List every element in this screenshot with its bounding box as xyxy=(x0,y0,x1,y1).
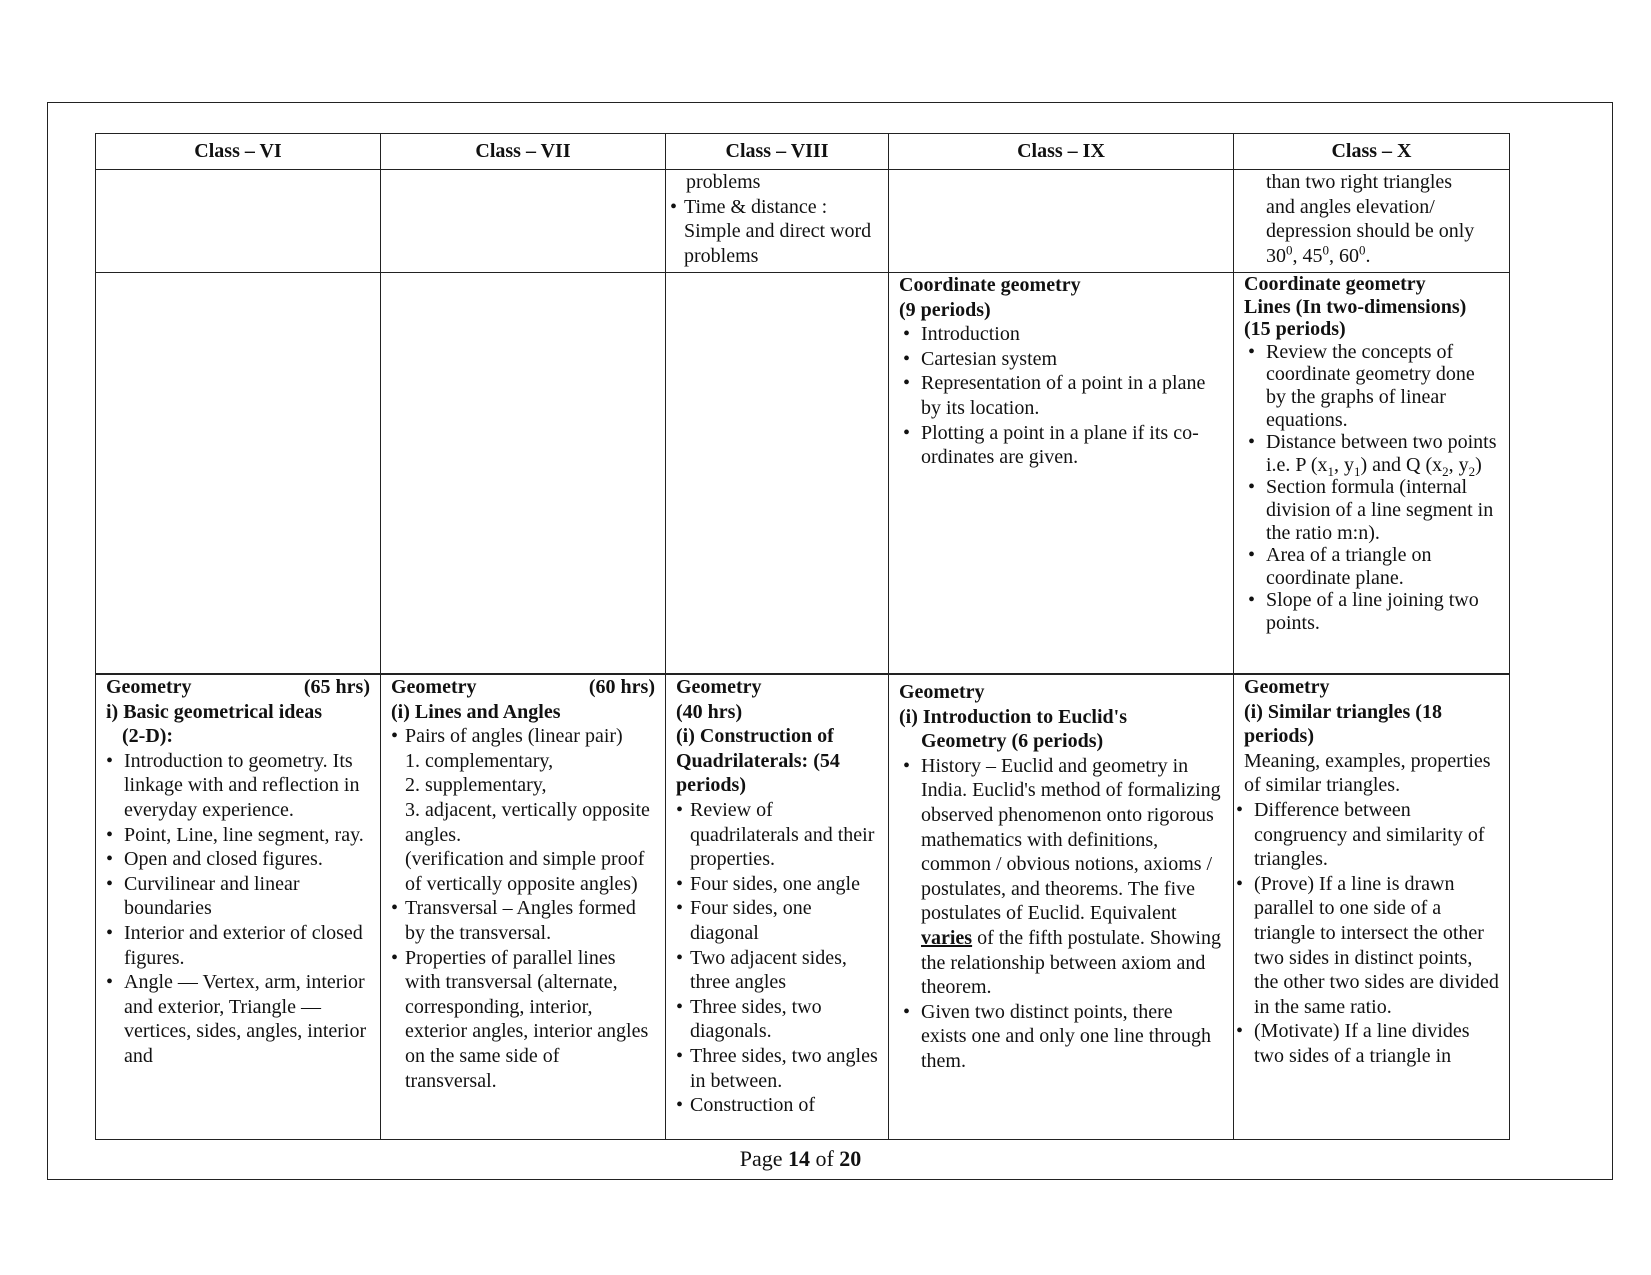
list-item: • Slope of a line joining two points. xyxy=(1244,589,1499,634)
list-item: 1. complementary, xyxy=(405,749,554,772)
item-text: of the fifth postulate. Showing the relationship between axiom and theorem. xyxy=(921,926,1221,999)
bullet-list xyxy=(676,798,878,1118)
list-item: 3. adjacent, vertically opposite angles. xyxy=(405,798,650,846)
list-item: • Point, Line, line segment, ray. xyxy=(106,823,370,848)
section-header xyxy=(391,675,655,700)
angles-line: $30^0$, $45^0$, $60^0$. xyxy=(1266,242,1371,267)
section-subtitle: Lines (In two-dimensions) xyxy=(1244,295,1467,318)
list-item: • Cartesian system xyxy=(899,347,1223,372)
section-subtitle: Geometry (6 periods) xyxy=(921,730,1104,753)
list-item: • Section formula (internal division of a line segment in the ratio m:n). xyxy=(1244,476,1499,544)
bullet-list xyxy=(899,322,1223,470)
section-subtitle: (i) Similar triangles (18 periods) xyxy=(1244,700,1442,748)
table-row xyxy=(96,674,1510,1140)
section-subtitle: (i) Introduction to Euclid's xyxy=(899,705,1127,728)
page-total: 20 xyxy=(839,1146,862,1171)
section-subtitle: (i) Lines and Angles xyxy=(391,700,561,723)
bullet-list xyxy=(391,724,655,749)
cell-text: and angles elevation/ xyxy=(1266,195,1435,218)
list-item: • (Prove) If a line is drawn parallel to one side of a triangle to intersect the other two sides in distinct points, the other two sides are divided in the same ratio. xyxy=(1236,872,1499,1020)
bullet-list xyxy=(391,896,655,1093)
section-subtitle: (2-D): xyxy=(122,725,174,748)
table-row xyxy=(96,170,1510,273)
footer-label: Page xyxy=(739,1146,783,1171)
cell-vi-2 xyxy=(96,273,381,675)
cell-viii-2 xyxy=(666,273,889,675)
list-item: • Area of a triangle on coordinate plane. xyxy=(1244,544,1499,589)
cell-vi-3 xyxy=(96,674,381,1140)
underlined-word: varies xyxy=(921,926,973,949)
section-title: Coordinate geometry xyxy=(899,274,1081,296)
list-item: • Time & distance : Simple and direct word problems xyxy=(670,195,878,269)
list-item: 2. supplementary, xyxy=(405,774,547,797)
list-item: • Representation of a point in a plane by its location. xyxy=(899,371,1223,420)
list-item: • (Motivate) If a line divides two sides of a triangle in xyxy=(1236,1019,1499,1068)
cell-vii-2 xyxy=(381,273,666,675)
page-footer xyxy=(0,1146,1601,1172)
table-header-row xyxy=(96,134,1510,170)
list-item: • Three sides, two angles in between. xyxy=(676,1044,878,1093)
cell-x-1 xyxy=(1234,170,1510,273)
column-header-class-vi: Class – VI xyxy=(96,134,381,170)
list-item: • Angle — Vertex, arm, interior and exterior, Triangle — vertices, sides, angles, interior and xyxy=(106,970,370,1068)
list-item: • Four sides, one diagonal xyxy=(676,896,878,945)
cell-x-3 xyxy=(1234,674,1510,1140)
degree-mark: 0 xyxy=(1359,242,1366,258)
list-item: • Review of quadrilaterals and their properties. xyxy=(676,798,878,872)
list-item: • Transversal – Angles formed by the transversal. xyxy=(391,896,655,945)
section-title: Geometry xyxy=(106,676,192,698)
angle-value: 60 xyxy=(1339,244,1359,267)
section-title: Geometry xyxy=(676,676,762,698)
cell-vi-1 xyxy=(96,170,381,273)
page-number: 14 xyxy=(787,1146,810,1171)
list-item: • Introduction xyxy=(899,322,1223,347)
list-item: • Difference between congruency and similarity of triangles. xyxy=(1236,798,1499,872)
section-title: Coordinate geometry xyxy=(1244,273,1426,295)
cell-viii-3 xyxy=(666,674,889,1140)
angle-value: 45 xyxy=(1302,244,1323,267)
section-title: Geometry xyxy=(391,676,477,698)
list-item: • Open and closed figures. xyxy=(106,847,370,872)
cell-x-2 xyxy=(1234,273,1510,675)
cell-viii-1 xyxy=(666,170,889,273)
angle-value: 30 xyxy=(1266,244,1286,267)
item-text: History – Euclid and geometry in India. Euclid's method of formalizing observed phenomenon onto rigorous mathematics with definitions, common / obvious notions, axioms / postulates, and theorems. The five postulates of Euclid. Equivalent xyxy=(921,754,1221,925)
syllabus-table xyxy=(95,133,1510,1140)
list-item: • Pairs of angles (linear pair) xyxy=(391,724,655,749)
list-item: • Four sides, one angle xyxy=(676,872,878,897)
cell-ix-2 xyxy=(889,273,1234,675)
cell-text: problems xyxy=(686,171,761,193)
bullet-list xyxy=(106,749,370,1069)
cell-vii-1 xyxy=(381,170,666,273)
section-periods: (15 periods) xyxy=(1244,318,1346,341)
cell-text: than two right triangles xyxy=(1266,171,1453,193)
footer-label: of xyxy=(815,1146,834,1171)
section-periods: (9 periods) xyxy=(899,298,991,321)
cell-text: Meaning, examples, properties of similar triangles. xyxy=(1244,749,1491,797)
degree-mark: 0 xyxy=(1286,242,1293,258)
cell-vii-3 xyxy=(381,674,666,1140)
column-header-class-ix: Class – IX xyxy=(889,134,1234,170)
column-header-class-viii: Class – VIII xyxy=(666,134,889,170)
section-subtitle: i) Basic geometrical ideas xyxy=(106,700,323,723)
cell-ix-3 xyxy=(889,674,1234,1140)
section-hours: (65 hrs) xyxy=(303,676,370,698)
table-row xyxy=(96,273,1510,675)
list-item: • Review the concepts of coordinate geometry done by the graphs of linear equations. xyxy=(1244,341,1499,431)
distance-text: Distance between two points i.e. P (x xyxy=(1266,431,1497,476)
bullet-list xyxy=(899,754,1223,1074)
cell-text: depression should be only xyxy=(1266,220,1475,243)
bullet-list xyxy=(670,195,878,269)
section-title: Geometry xyxy=(899,681,985,703)
column-header-class-vii: Class – VII xyxy=(381,134,666,170)
section-title: Geometry xyxy=(1244,676,1330,698)
list-item: • Distance between two points i.e. P ($x_1$, $y_1$) and Q ($x_2$, $y_2$) xyxy=(1244,431,1499,476)
list-item: • Plotting a point in a plane if its co-ordinates are given. xyxy=(899,421,1223,470)
list-item: • Three sides, two diagonals. xyxy=(676,995,878,1044)
list-item: (verification and simple proof of vertically opposite angles) xyxy=(405,848,645,895)
section-header xyxy=(106,675,370,700)
section-hours: (40 hrs) xyxy=(676,700,743,723)
list-item: • Curvilinear and linear boundaries xyxy=(106,872,370,921)
column-header-class-x: Class – X xyxy=(1234,134,1510,170)
list-item: • Two adjacent sides, three angles xyxy=(676,946,878,995)
cell-ix-1 xyxy=(889,170,1234,273)
section-hours: (60 hrs) xyxy=(588,676,655,698)
list-item: • Given two distinct points, there exists one and only one line through them. xyxy=(899,1000,1223,1074)
bullet-list xyxy=(1236,798,1499,1069)
degree-mark: 0 xyxy=(1322,242,1329,258)
list-item xyxy=(899,754,1223,1000)
list-item: • Construction of xyxy=(676,1093,878,1118)
list-item: • Introduction to geometry. Its linkage with and reflection in everyday experience. xyxy=(106,749,370,823)
bullet-list xyxy=(1244,341,1499,635)
list-item: • Properties of parallel lines with transversal (alternate, corresponding, interior, exterior angles, interior angles on the same side of transversal. xyxy=(391,946,655,1094)
distance-text-q: Q (x xyxy=(1406,453,1443,476)
section-subtitle: (i) Construction of Quadrilaterals: (54 periods) xyxy=(676,725,840,797)
list-item: • Interior and exterior of closed figures. xyxy=(106,921,370,970)
